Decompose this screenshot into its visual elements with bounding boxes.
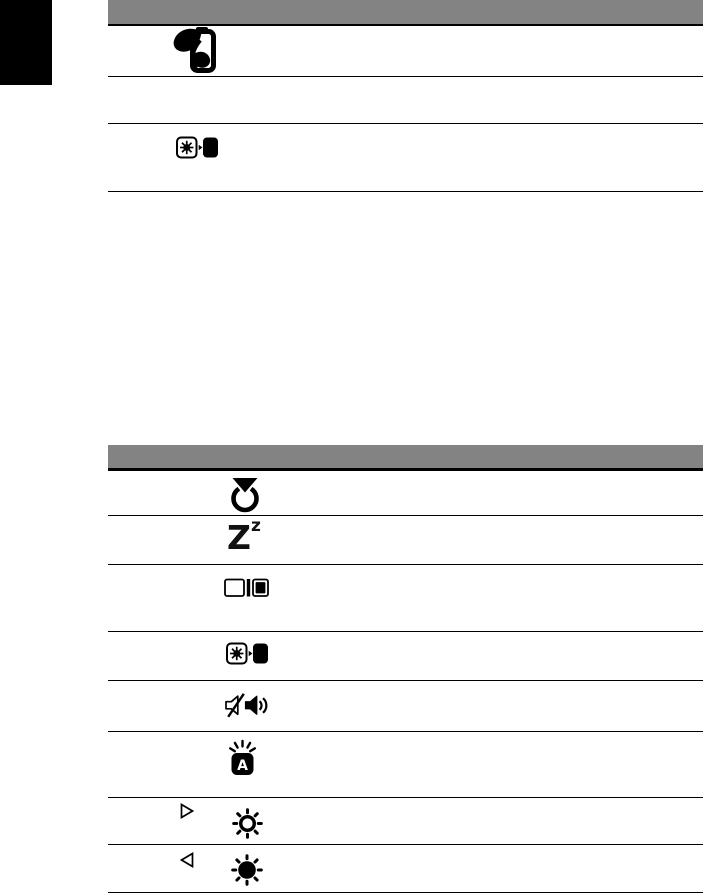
table-row: [108, 26, 703, 77]
brightness-down-icon: [231, 854, 263, 886]
keyboard-backlight-icon: [228, 739, 257, 776]
table-row: [108, 632, 703, 681]
table-row: [108, 124, 703, 192]
sleep-icon: [227, 516, 261, 557]
eco-battery-icon: [170, 27, 217, 73]
speaker-toggle-icon: [225, 693, 270, 718]
sleep-z-super-glyph: z: [250, 516, 261, 536]
table-header-bar: [108, 445, 703, 471]
sleep-z-glyph: Z: [227, 518, 251, 557]
table-row: [108, 565, 703, 632]
hotkey-table-bottom: [108, 445, 703, 893]
table-row: [108, 681, 703, 732]
power-timer-icon: [228, 477, 262, 513]
triangle-left-icon: [180, 852, 194, 868]
table-row: [108, 732, 703, 798]
table-row: [108, 516, 703, 565]
screen-backlight-off-icon: [226, 642, 269, 665]
page-edge-tab: [0, 0, 52, 85]
svg-text:A: A: [237, 758, 248, 774]
triangle-right-icon: [180, 803, 194, 819]
screen-backlight-off-icon: [176, 136, 219, 159]
hotkey-table-top: [108, 0, 703, 192]
table-row: [108, 845, 703, 893]
table-row: [108, 798, 703, 845]
brightness-up-icon: [232, 808, 263, 839]
table-header-bar: [108, 0, 703, 26]
table-row: [108, 77, 703, 124]
display-switch-icon: [224, 577, 269, 599]
table-row: [108, 471, 703, 516]
